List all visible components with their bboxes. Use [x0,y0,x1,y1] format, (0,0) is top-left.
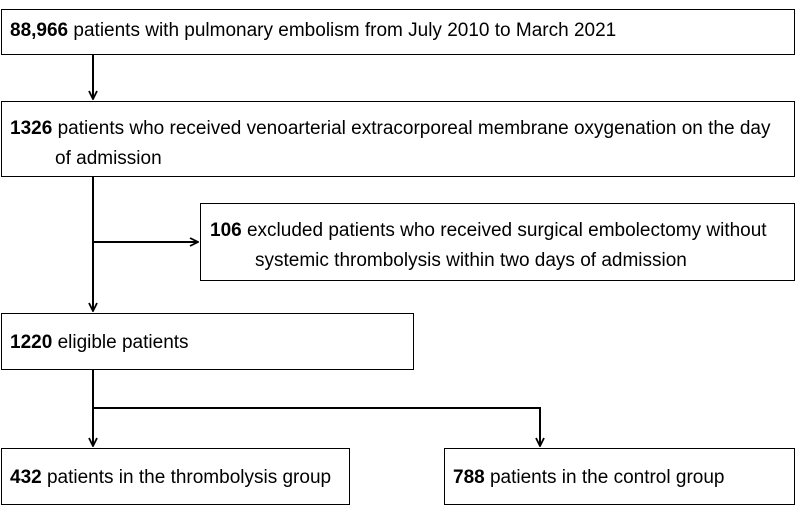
eligible-patients-box [1,313,414,370]
total-patients-box [1,9,795,55]
eligible-text: eligible patients [57,332,189,353]
ecmo-text-line2: of admission [55,148,162,169]
excluded-patients-box [200,203,795,281]
excluded-text-line1: excluded patients who received surgical embolectomy without [246,220,767,241]
control-group-box [444,448,795,505]
thrombolysis-count: 432 [10,467,42,488]
control-text: patients in the control group [489,467,725,488]
total-count: 88,966 [10,20,69,41]
control-count: 788 [453,467,485,488]
connector-to-control [93,408,540,446]
excluded-count: 106 [210,220,242,241]
ecmo-patients-box [1,101,795,177]
thrombolysis-text: patients in the thrombolysis group [46,467,332,488]
ecmo-text-line1: patients who received venoarterial extracorporeal membrane oxygenation on the day [57,118,771,139]
thrombolysis-group-box [1,448,350,505]
total-text: patients with pulmonary embolism from July 2010 to March 2021 [73,20,617,41]
ecmo-count: 1326 [10,118,53,139]
eligible-count: 1220 [10,332,53,353]
excluded-text-line2: systemic thrombolysis within two days of admission [255,250,687,271]
